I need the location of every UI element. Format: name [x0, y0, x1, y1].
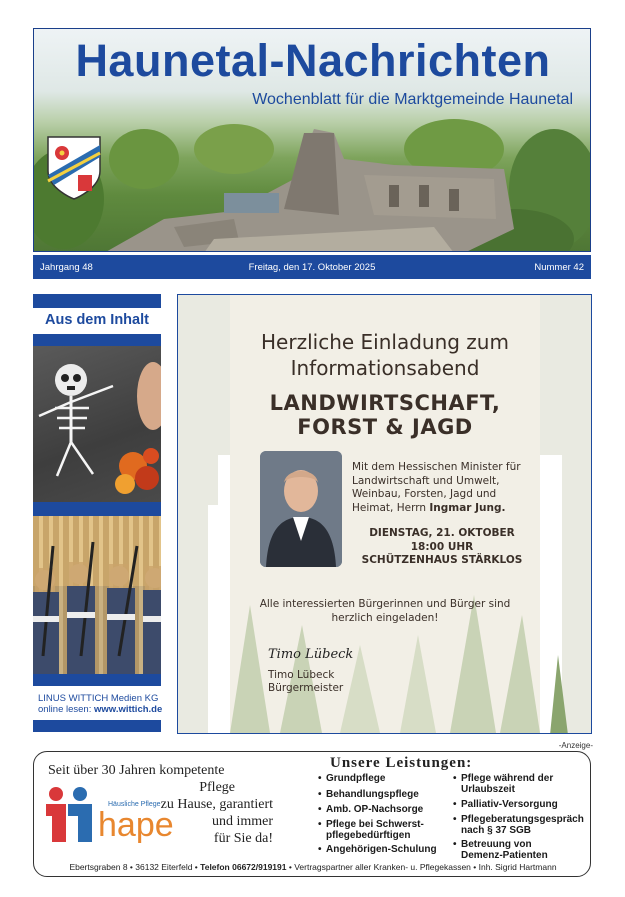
signer-role: Bürgermeister: [268, 682, 344, 694]
poster-topic-line: LANDWIRTSCHAFT,: [269, 391, 501, 415]
volume-label: Jahrgang 48: [40, 262, 93, 273]
shooting-club-image: [33, 516, 161, 674]
service-label: Amb. OP-Nachsorge: [326, 804, 424, 815]
service-label: Grundpflege: [326, 773, 386, 784]
event-time: 18:00 UHR: [410, 540, 474, 553]
signature: Timo Lübeck: [268, 647, 354, 662]
poster-heading-line: Informationsabend: [290, 356, 480, 380]
intro-line: Pflege: [199, 780, 235, 795]
sidebar-title: Aus dem Inhalt: [45, 312, 149, 328]
logo-small-text: Häusliche Pflege: [108, 801, 161, 808]
skeleton-craft-photo[interactable]: [33, 346, 161, 502]
invite-line: Alle interessierten Bürgerinnen und Bürger sind: [259, 598, 511, 610]
shooting-club-photo[interactable]: [33, 516, 161, 674]
sidebar-divider: [33, 502, 161, 516]
poster-topic: [230, 391, 540, 439]
publisher-info: [38, 693, 162, 715]
poster-desc-line: Weinbau, Forsten, Jagd und: [352, 488, 497, 500]
care-service-advert[interactable]: [33, 751, 591, 877]
online-prefix: online lesen:: [38, 704, 92, 715]
event-poster-frame: [177, 294, 592, 734]
person-portrait-icon: [260, 451, 342, 567]
signer-name: Timo Lübeck: [268, 669, 335, 681]
signer-block: [268, 669, 343, 695]
logo-brand-text: hape: [98, 806, 174, 844]
service-item: [461, 773, 553, 795]
sidebar-divider: [33, 674, 161, 686]
service-label: Palliativ-Versorgung: [461, 799, 558, 810]
service-item: [461, 814, 584, 836]
event-poster: [230, 295, 540, 733]
event-location: SCHÜTZENHAUS STÄRKLOS: [361, 554, 523, 566]
issue-info-bar: [33, 255, 591, 279]
castle-ruin-photo: [34, 119, 591, 252]
advert-footer: [34, 862, 592, 872]
service-label: Pflegeberatungsgespräch nach § 37 SGB: [461, 814, 584, 836]
intro-line: für Sie da!: [213, 831, 273, 846]
hape-logo-icon: [46, 786, 174, 846]
skeleton-craft-image: [33, 346, 161, 502]
service-item: [326, 819, 424, 841]
minister-portrait: [260, 451, 342, 567]
service-label: Pflege bei Schwerst- pflegebedürftigen: [326, 819, 424, 841]
intro-line: und immer: [211, 814, 273, 829]
service-label: Betreuung von Demenz-Patienten: [461, 839, 548, 861]
service-item: [326, 804, 423, 815]
poster-desc-line: Landwirtschaft und Umwelt,: [352, 474, 500, 487]
event-date: DIENSTAG, 21. OKTOBER: [369, 527, 515, 539]
advertisement-tag: -Anzeige-: [558, 741, 593, 750]
newspaper-title: Haunetal-Nachrichten: [75, 35, 551, 86]
coat-of-arms-icon: [46, 135, 102, 201]
sidebar-divider: [33, 720, 161, 732]
intro-line: Seit über 30 Jahren kompetente: [48, 763, 225, 778]
poster-heading-line: Herzliche Einladung zum: [261, 330, 509, 354]
service-item: [326, 844, 437, 855]
publisher-website-link[interactable]: www.wittich.de: [94, 704, 163, 715]
poster-event-details: [352, 527, 532, 568]
newspaper-subtitle: Wochenblatt für die Marktgemeinde Haunetal: [252, 91, 573, 108]
service-item: [326, 773, 385, 784]
footer-phone[interactable]: Telefon 06672/919191: [200, 862, 287, 872]
masthead: [33, 28, 591, 252]
poster-topic-line: FORST & JAGD: [297, 415, 473, 439]
services-heading: Unsere Leistungen:: [330, 755, 473, 771]
poster-desc-line: Heimat, Herrn: [352, 501, 427, 514]
poster-description: [352, 461, 532, 515]
invite-line: herzlich eingeladen!: [331, 612, 439, 624]
intro-line: zu Hause, garantiert: [160, 797, 273, 812]
sidebar-divider: [33, 294, 161, 308]
poster-invitation: [230, 597, 540, 625]
service-label: Pflege während der Urlaubszeit: [461, 773, 554, 795]
service-item: [326, 789, 419, 800]
service-item: [461, 799, 558, 810]
minister-name: Ingmar Jung.: [429, 501, 506, 514]
publisher-name: LINUS WITTICH Medien KG: [38, 693, 159, 704]
service-label: Behandlungspflege: [326, 789, 419, 800]
sidebar-divider: [33, 334, 161, 346]
footer-details: • Vertragspartner aller Kranken- u. Pflegekassen • Inh. Sigrid Hartmann: [288, 862, 557, 872]
issue-number: Nummer 42: [534, 262, 584, 273]
poster-desc-line: Mit dem Hessischen Minister für: [352, 461, 521, 473]
poster-heading: [230, 329, 540, 381]
service-item: [461, 839, 548, 861]
issue-date: Freitag, den 17. Oktober 2025: [248, 262, 376, 273]
footer-address: Ebertsgraben 8 • 36132 Eiterfeld •: [69, 862, 198, 872]
service-label: Angehörigen-Schulung: [326, 844, 437, 855]
